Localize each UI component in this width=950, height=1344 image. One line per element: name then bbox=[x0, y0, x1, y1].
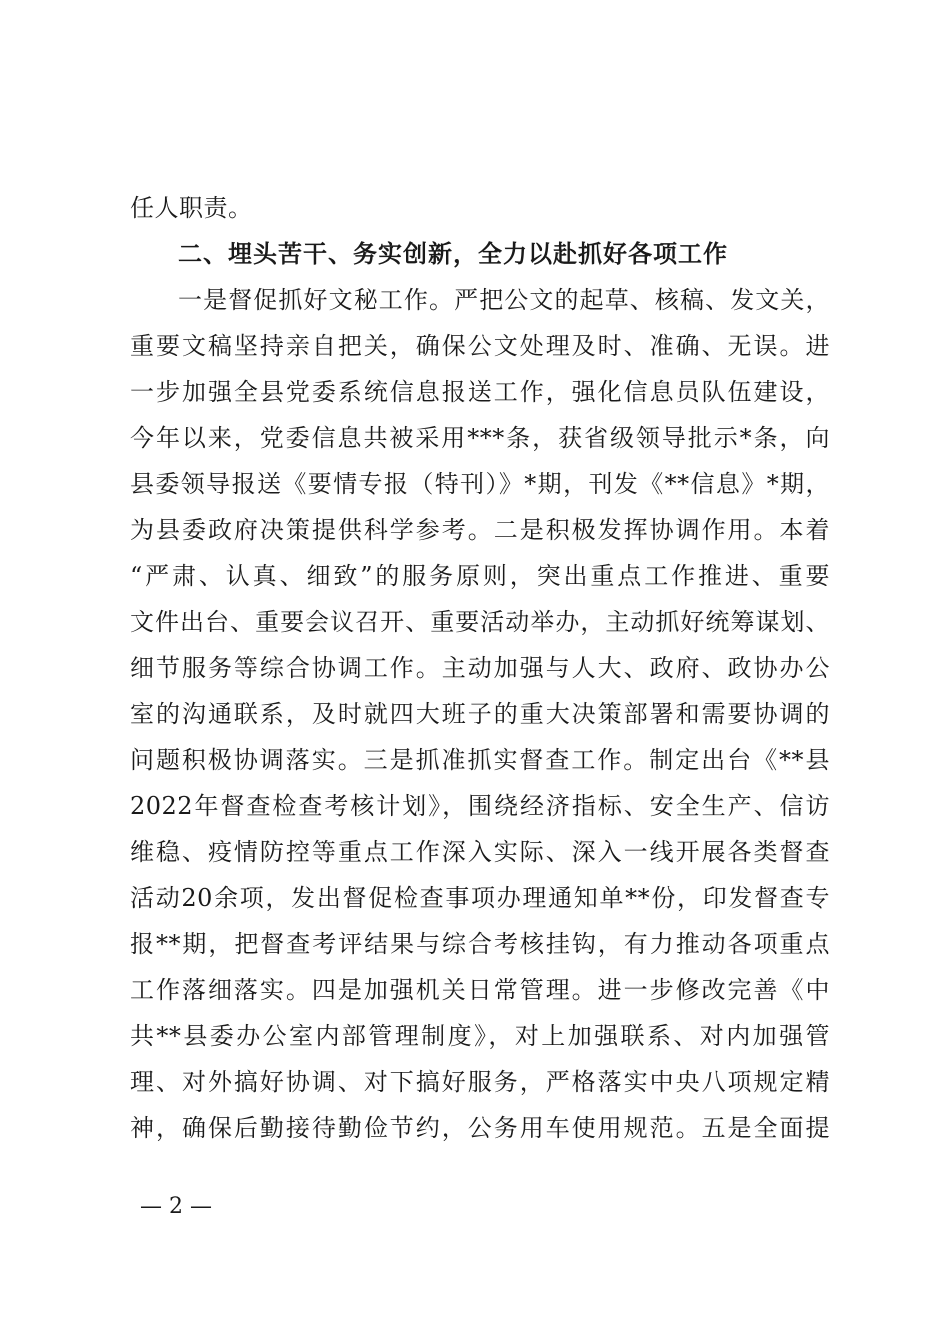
body-line: 为县委政府决策提供科学参考。二是积极发挥协调作用。本着 bbox=[130, 516, 830, 544]
body-line: 县委领导报送《要情专报（特刊）》*期，刊发《**信息》*期， bbox=[130, 470, 830, 498]
body-line: 一是督促抓好文秘工作。严把公文的起草、核稿、发文关， bbox=[178, 286, 830, 314]
body-line: 理、对外搞好协调、对下搞好服务，严格落实中央八项规定精 bbox=[130, 1068, 830, 1096]
body-line: 维稳、疫情防控等重点工作深入实际、深入一线开展各类督查 bbox=[130, 838, 830, 866]
body-line: 今年以来，党委信息共被采用***条，获省级领导批示*条，向 bbox=[130, 424, 830, 452]
section-heading: 二、埋头苦干、务实创新，全力以赴抓好各项工作 bbox=[178, 240, 728, 268]
body-line: 神，确保后勤接待勤俭节约，公务用车使用规范。五是全面提 bbox=[130, 1114, 830, 1142]
body-line: 室的沟通联系，及时就四大班子的重大决策部署和需要协调的 bbox=[130, 700, 830, 728]
body-line: 重要文稿坚持亲自把关，确保公文处理及时、准确、无误。进 bbox=[130, 332, 830, 360]
page-number: — 2 — bbox=[140, 1194, 212, 1219]
body-line: “严肃、认真、细致”的服务原则，突出重点工作推进、重要 bbox=[130, 562, 830, 590]
body-line: 工作落细落实。四是加强机关日常管理。进一步修改完善《中 bbox=[130, 976, 830, 1004]
body-line: 共**县委办公室内部管理制度》，对上加强联系、对内加强管 bbox=[130, 1022, 830, 1050]
body-line: 一步加强全县党委系统信息报送工作，强化信息员队伍建设， bbox=[130, 378, 830, 406]
body-line: 文件出台、重要会议召开、重要活动举办，主动抓好统筹谋划、 bbox=[130, 608, 830, 636]
body-line: 活动20余项，发出督促检查事项办理通知单**份，印发督查专 bbox=[130, 884, 830, 912]
body-line: 报**期，把督查考评结果与综合考核挂钩，有力推动各项重点 bbox=[130, 930, 830, 958]
body-line: 2022年督查检查考核计划》，围绕经济指标、安全生产、信访 bbox=[130, 792, 830, 820]
body-line: 细节服务等综合协调工作。主动加强与人大、政府、政协办公 bbox=[130, 654, 830, 682]
body-line: 任人职责。 bbox=[130, 194, 253, 222]
body-line: 问题积极协调落实。三是抓准抓实督查工作。制定出台《**县 bbox=[130, 746, 830, 774]
